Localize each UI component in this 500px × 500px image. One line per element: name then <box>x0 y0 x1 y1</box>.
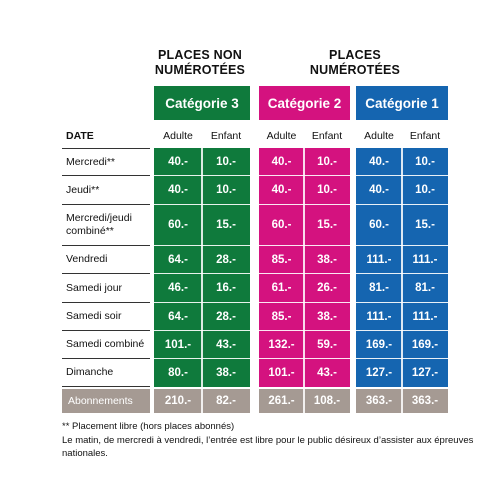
column-divider <box>303 148 305 387</box>
category-1-header: Catégorie 1 <box>356 86 448 120</box>
cat2-enfant-price-cell: 10.- <box>304 176 350 205</box>
cat3-adulte-price-cell: 64.- <box>154 303 202 331</box>
cat1-enfant-price-cell: 10.- <box>402 176 448 205</box>
cat1-enfant-price-cell: 81.- <box>402 274 448 303</box>
subscription-cat3-enfant-cell: 82.- <box>202 389 250 413</box>
column-divider <box>401 148 403 387</box>
group-header-non-numbered: PLACES NON NUMÉROTÉES <box>154 48 246 77</box>
cat3-enfant-price-cell: 10.- <box>202 176 250 205</box>
row-label: Samedi combiné <box>62 331 150 359</box>
column-divider <box>401 389 403 413</box>
cat1-adulte-price-cell: 111.- <box>356 246 402 274</box>
group-header-numbered: PLACES NUMÉROTÉES <box>309 48 401 77</box>
cat1-adulte-price-cell: 111.- <box>356 303 402 331</box>
category-2-header: Catégorie 2 <box>259 86 350 120</box>
row-label: Mercredi/jeudi combiné** <box>62 205 150 246</box>
cat3-enfant-price-cell: 10.- <box>202 148 250 176</box>
cat1-enfant-price-cell: 111.- <box>402 303 448 331</box>
cat1-enfant-price-cell: 169.- <box>402 331 448 359</box>
cat3-adulte-price-cell: 40.- <box>154 176 202 205</box>
cat3-enfant-price-cell: 28.- <box>202 246 250 274</box>
cat2-adulte-price-cell: 40.- <box>259 176 304 205</box>
column-divider <box>201 389 203 413</box>
cat3-adulte-header: Adulte <box>163 130 193 142</box>
cat1-adulte-price-cell: 40.- <box>356 176 402 205</box>
row-label: Samedi soir <box>62 303 150 331</box>
cat3-adulte-price-cell: 64.- <box>154 246 202 274</box>
cat2-adulte-price-cell: 101.- <box>259 359 304 387</box>
row-label: Vendredi <box>62 246 150 274</box>
cat1-adulte-price-cell: 40.- <box>356 148 402 176</box>
footnote-morning-cont: nationales. <box>62 448 108 459</box>
cat1-enfant-price-cell: 15.- <box>402 205 448 246</box>
subscription-label: Abonnements <box>62 389 150 413</box>
cat2-adulte-price-cell: 132.- <box>259 331 304 359</box>
cat1-adulte-price-cell: 127.- <box>356 359 402 387</box>
cat2-enfant-price-cell: 43.- <box>304 359 350 387</box>
cat3-enfant-price-cell: 38.- <box>202 359 250 387</box>
cat2-adulte-price-cell: 40.- <box>259 148 304 176</box>
cat3-enfant-price-cell: 16.- <box>202 274 250 303</box>
cat2-adulte-price-cell: 85.- <box>259 246 304 274</box>
subscription-cat2-enfant-cell: 108.- <box>304 389 350 413</box>
cat1-enfant-price-cell: 127.- <box>402 359 448 387</box>
column-divider <box>201 148 203 387</box>
column-divider <box>303 389 305 413</box>
row-label: Dimanche <box>62 359 150 387</box>
row-label: Mercredi** <box>62 148 150 176</box>
cat1-adulte-price-cell: 81.- <box>356 274 402 303</box>
cat2-enfant-price-cell: 59.- <box>304 331 350 359</box>
cat2-adulte-price-cell: 85.- <box>259 303 304 331</box>
subscription-cat3-adulte-cell: 210.- <box>154 389 202 413</box>
subscription-cat2-adulte-cell: 261.- <box>259 389 304 413</box>
footnote-placement: ** Placement libre (hors places abonnés) <box>62 421 235 432</box>
cat1-adulte-header: Adulte <box>364 130 394 142</box>
cat2-adulte-price-cell: 61.- <box>259 274 304 303</box>
cat1-adulte-price-cell: 169.- <box>356 331 402 359</box>
cat2-adulte-header: Adulte <box>266 130 297 142</box>
cat1-enfant-header: Enfant <box>409 130 441 142</box>
cat2-enfant-price-cell: 15.- <box>304 205 350 246</box>
cat2-adulte-price-cell: 60.- <box>259 205 304 246</box>
cat2-enfant-price-cell: 10.- <box>304 148 350 176</box>
category-3-header: Catégorie 3 <box>154 86 250 120</box>
cat3-adulte-price-cell: 101.- <box>154 331 202 359</box>
cat3-adulte-price-cell: 80.- <box>154 359 202 387</box>
cat3-enfant-header: Enfant <box>210 130 242 142</box>
cat3-adulte-price-cell: 40.- <box>154 148 202 176</box>
cat3-adulte-price-cell: 60.- <box>154 205 202 246</box>
cat2-enfant-header: Enfant <box>311 130 343 142</box>
cat2-enfant-price-cell: 38.- <box>304 246 350 274</box>
footnote-morning: Le matin, de mercredi à vendredi, l’entrée est libre pour le public désireux d’assister aux épreuves <box>62 435 474 446</box>
cat3-adulte-price-cell: 46.- <box>154 274 202 303</box>
date-column-header: DATE <box>66 130 94 142</box>
row-label: Samedi jour <box>62 274 150 303</box>
cat2-enfant-price-cell: 26.- <box>304 274 350 303</box>
subscription-cat1-enfant-cell: 363.- <box>402 389 448 413</box>
cat3-enfant-price-cell: 15.- <box>202 205 250 246</box>
cat1-enfant-price-cell: 10.- <box>402 148 448 176</box>
cat3-enfant-price-cell: 43.- <box>202 331 250 359</box>
cat1-adulte-price-cell: 60.- <box>356 205 402 246</box>
cat1-enfant-price-cell: 111.- <box>402 246 448 274</box>
cat3-enfant-price-cell: 28.- <box>202 303 250 331</box>
cat2-enfant-price-cell: 38.- <box>304 303 350 331</box>
subscription-cat1-adulte-cell: 363.- <box>356 389 402 413</box>
row-label: Jeudi** <box>62 176 150 205</box>
